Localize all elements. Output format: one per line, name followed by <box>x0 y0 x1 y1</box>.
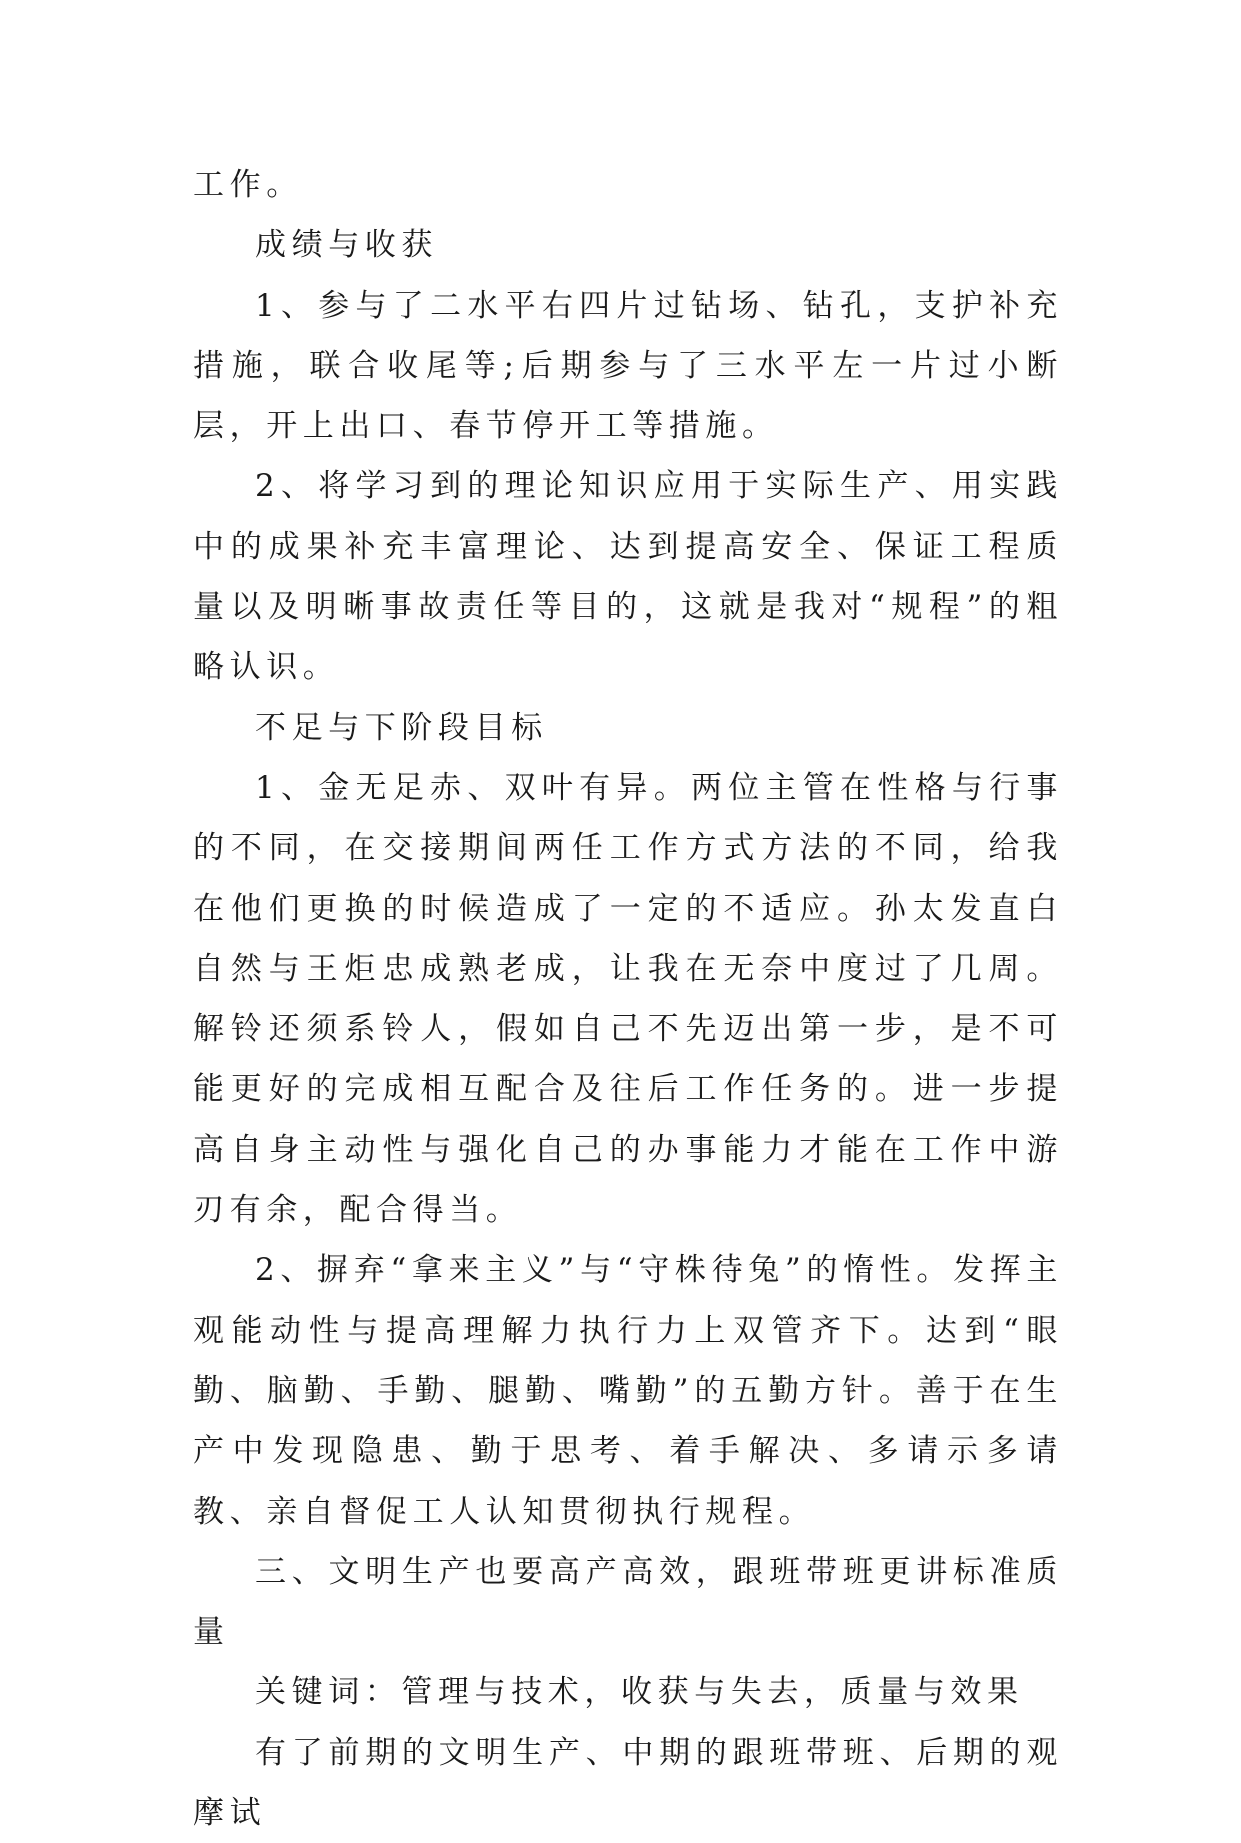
paragraph-final: 有了前期的文明生产、中期的跟班带班、后期的观摩试 <box>193 1734 1063 1832</box>
section-heading-shortcomings: 不足与下阶段目标 <box>255 709 548 746</box>
paragraph-continuation: 工作。 <box>193 167 303 203</box>
paragraph-shortcoming-1: 1、金无足赤、双叶有异。两位主管在性格与行事的不同，在交接期间两任工作方式方法的不同，给我在他们更换的时候造成了一定的不适应。孙太发直白自然与王炬忠成熟老成，让我在无奈中度过了几周。解铃还须系铃人，假如自己不先迈出第一步，是不可能更好的完成相互配合及往后工作任务的。进一步提高自身主动性与强化自己的办事能力才能在工作中游刃有余，配合得当。 <box>193 769 1063 1229</box>
paragraph-shortcoming-2: 2、摒弃“拿来主义”与“守株待兔”的惰性。发挥主观能动性与提高理解力执行力上双管齐下。达到“眼勤、脑勤、手勤、腿勤、嘴勤”的五勤方针。善于在生产中发现隐患、勤于思考、着手解决、多请示多请教、亲自督促工人认知贯彻执行规程。 <box>193 1252 1063 1530</box>
section-heading-achievements: 成绩与收获 <box>255 227 438 264</box>
section-heading-three: 三、文明生产也要高产高效，跟班带班更讲标准质量 <box>193 1553 1063 1651</box>
document-page <box>193 155 1063 1843</box>
paragraph-achievement-2: 2、将学习到的理论知识应用于实际生产、用实践中的成果补充丰富理论、达到提高安全、保证工程质量以及明晰事故责任等目的，这就是我对“规程”的粗略认识。 <box>193 468 1063 686</box>
keywords-line: 关键词：管理与技术，收获与失去，质量与效果 <box>255 1674 1024 1711</box>
paragraph-achievement-1: 1、参与了二水平右四片过钻场、钻孔，支护补充措施，联合收尾等;后期参与了三水平左一片过小断层，开上出口、春节停开工等措施。 <box>193 287 1063 445</box>
